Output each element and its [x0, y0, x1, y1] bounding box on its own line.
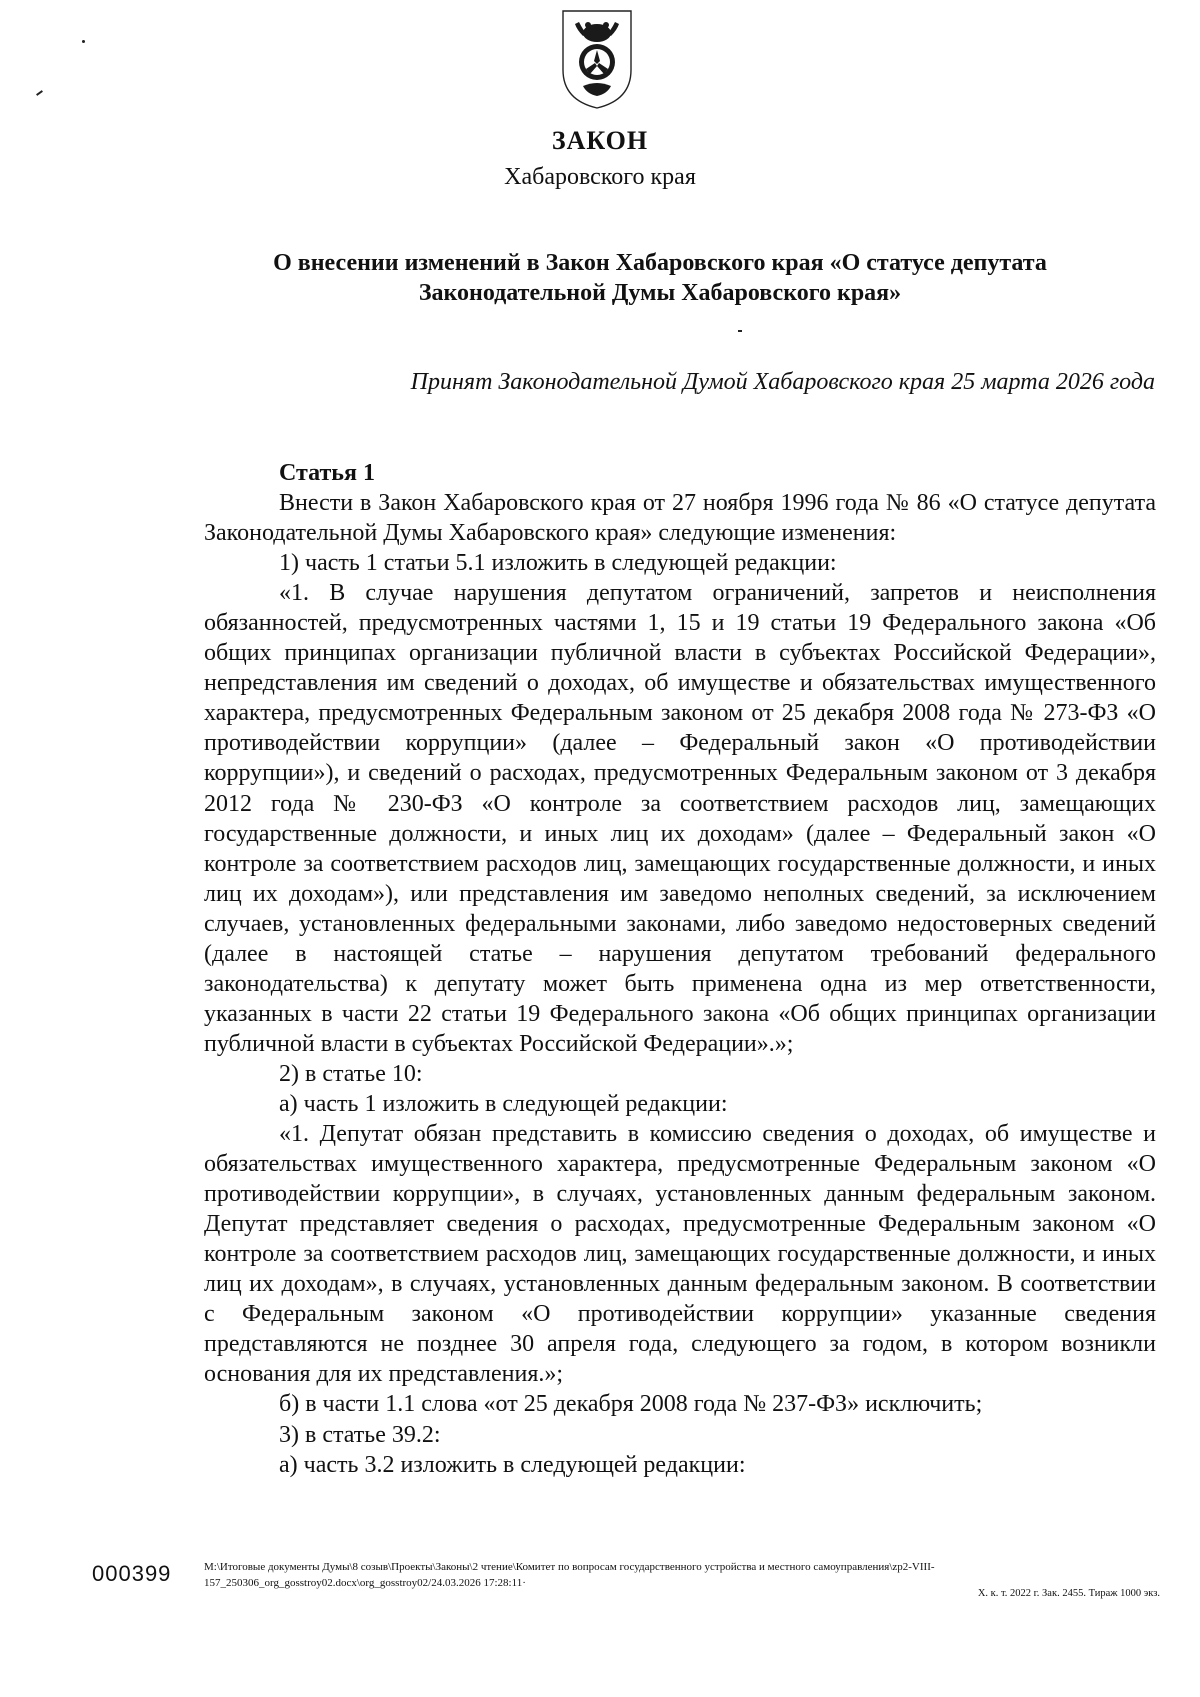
- law-body: [204, 458, 1156, 1480]
- paragraph: 2) в статье 10:: [279, 1060, 423, 1087]
- file-path-line-2: 157_250306_org_gosstroy02.docx\org_gosstroy02/24.03.2026 17:28:11·: [204, 1577, 526, 1589]
- paragraph: б) в части 1.1 слова «от 25 декабря 2008 года № 237-ФЗ» исключить;: [279, 1391, 983, 1418]
- paragraph: 3) в статье 39.2:: [279, 1421, 441, 1448]
- paragraph: а) часть 3.2 изложить в следующей редакции:: [279, 1451, 746, 1478]
- document-number: 000399: [92, 1561, 172, 1586]
- scan-speck: [82, 40, 85, 43]
- paragraph: «1. В случае нарушения депутатом ограничений, запретов и неисполнения обязанностей, предусмотренных частями 1, 15 и 19 статьи 19 Федерального закона «Об общих принципах организации публичной власти в субъектах Российской Федерации», непредставления им сведений о доходах, об имуществе и обязательствах имущественного характера, предусмотренных Федеральным законом от 25 декабря 2008 года № 273-ФЗ «О противодействии коррупции» (далее – Федеральный закон «О противодействии коррупции»), и сведений о расходах, предусмотренных Федеральным законом от 3 декабря 2012 года № 230-ФЗ «О контроле за соответствием расходов лиц, замещающих государственные должности, и иных лиц их доходам» (далее – Федеральный закон «О контроле за соответствием расходов лиц, замещающих государственные должности, и иных лиц их доходам»), или представления им заведомо неполных сведений, за исключением случаев, установленных федеральными законами, либо заведомо недостоверных сведений (далее в настоящей статье – нарушения депутатом требований федерального законодательства) к депутату может быть применена одна из мер ответственности, указанных в части 22 статьи 19 Федерального закона «Об общих принципах организации публичной власти в субъектах Российской Федерации».»;: [204, 580, 1156, 1057]
- paragraph: 1) часть 1 статьи 5.1 изложить в следующей редакции:: [279, 550, 837, 577]
- file-path-line-1: M:\Итоговые документы Думы\8 созыв\Проекты\Законы\2 чтение\Комитет по вопросам государственного устройства и местного самоуправления\zp2-VIII-: [204, 1561, 935, 1573]
- scan-speck: [738, 330, 742, 332]
- document-subtitle: Хабаровского края: [504, 164, 696, 190]
- scan-speck: [36, 90, 43, 96]
- law-heading-line-2: Законодательной Думы Хабаровского края»: [418, 280, 902, 306]
- file-path-footer: [204, 1559, 1164, 1591]
- adoption-note: Принят Законодательной Думой Хабаровского края 25 марта 2026 года: [410, 369, 1155, 395]
- law-heading: [200, 248, 1120, 308]
- article-title: Статья 1: [279, 460, 375, 486]
- document-title: ЗАКОН: [551, 126, 649, 155]
- coat-of-arms-icon: [561, 8, 633, 110]
- print-info: Х. к. т. 2022 г. Зак. 2455. Тираж 1000 экз.: [977, 1588, 1160, 1599]
- paragraph: а) часть 1 изложить в следующей редакции:: [279, 1090, 728, 1117]
- law-heading-line-1: О внесении изменений в Закон Хабаровского края «О статусе депутата: [273, 250, 1047, 276]
- paragraph: Внести в Закон Хабаровского края от 27 ноября 1996 года № 86 «О статусе депутата Законодательной Думы Хабаровского края» следующие изменения:: [204, 490, 1156, 547]
- paragraph: «1. Депутат обязан представить в комиссию сведения о доходах, об имуществе и обязательствах имущественного характера, предусмотренные Федеральным законом «О противодействии коррупции», в случаях, установленных данным федеральным законом. Депутат представляет сведения о расходах, предусмотренные Федеральным законом «О контроле за соответствием расходов лиц, замещающих государственные должности, и иных лиц их доходам», в случаях, установленных данным федеральным законом. В соответствии с Федеральным законом «О противодействии коррупции» указанные сведения представляются не позднее 30 апреля года, следующего за годом, в котором возникли основания для их представления.»;: [204, 1121, 1156, 1388]
